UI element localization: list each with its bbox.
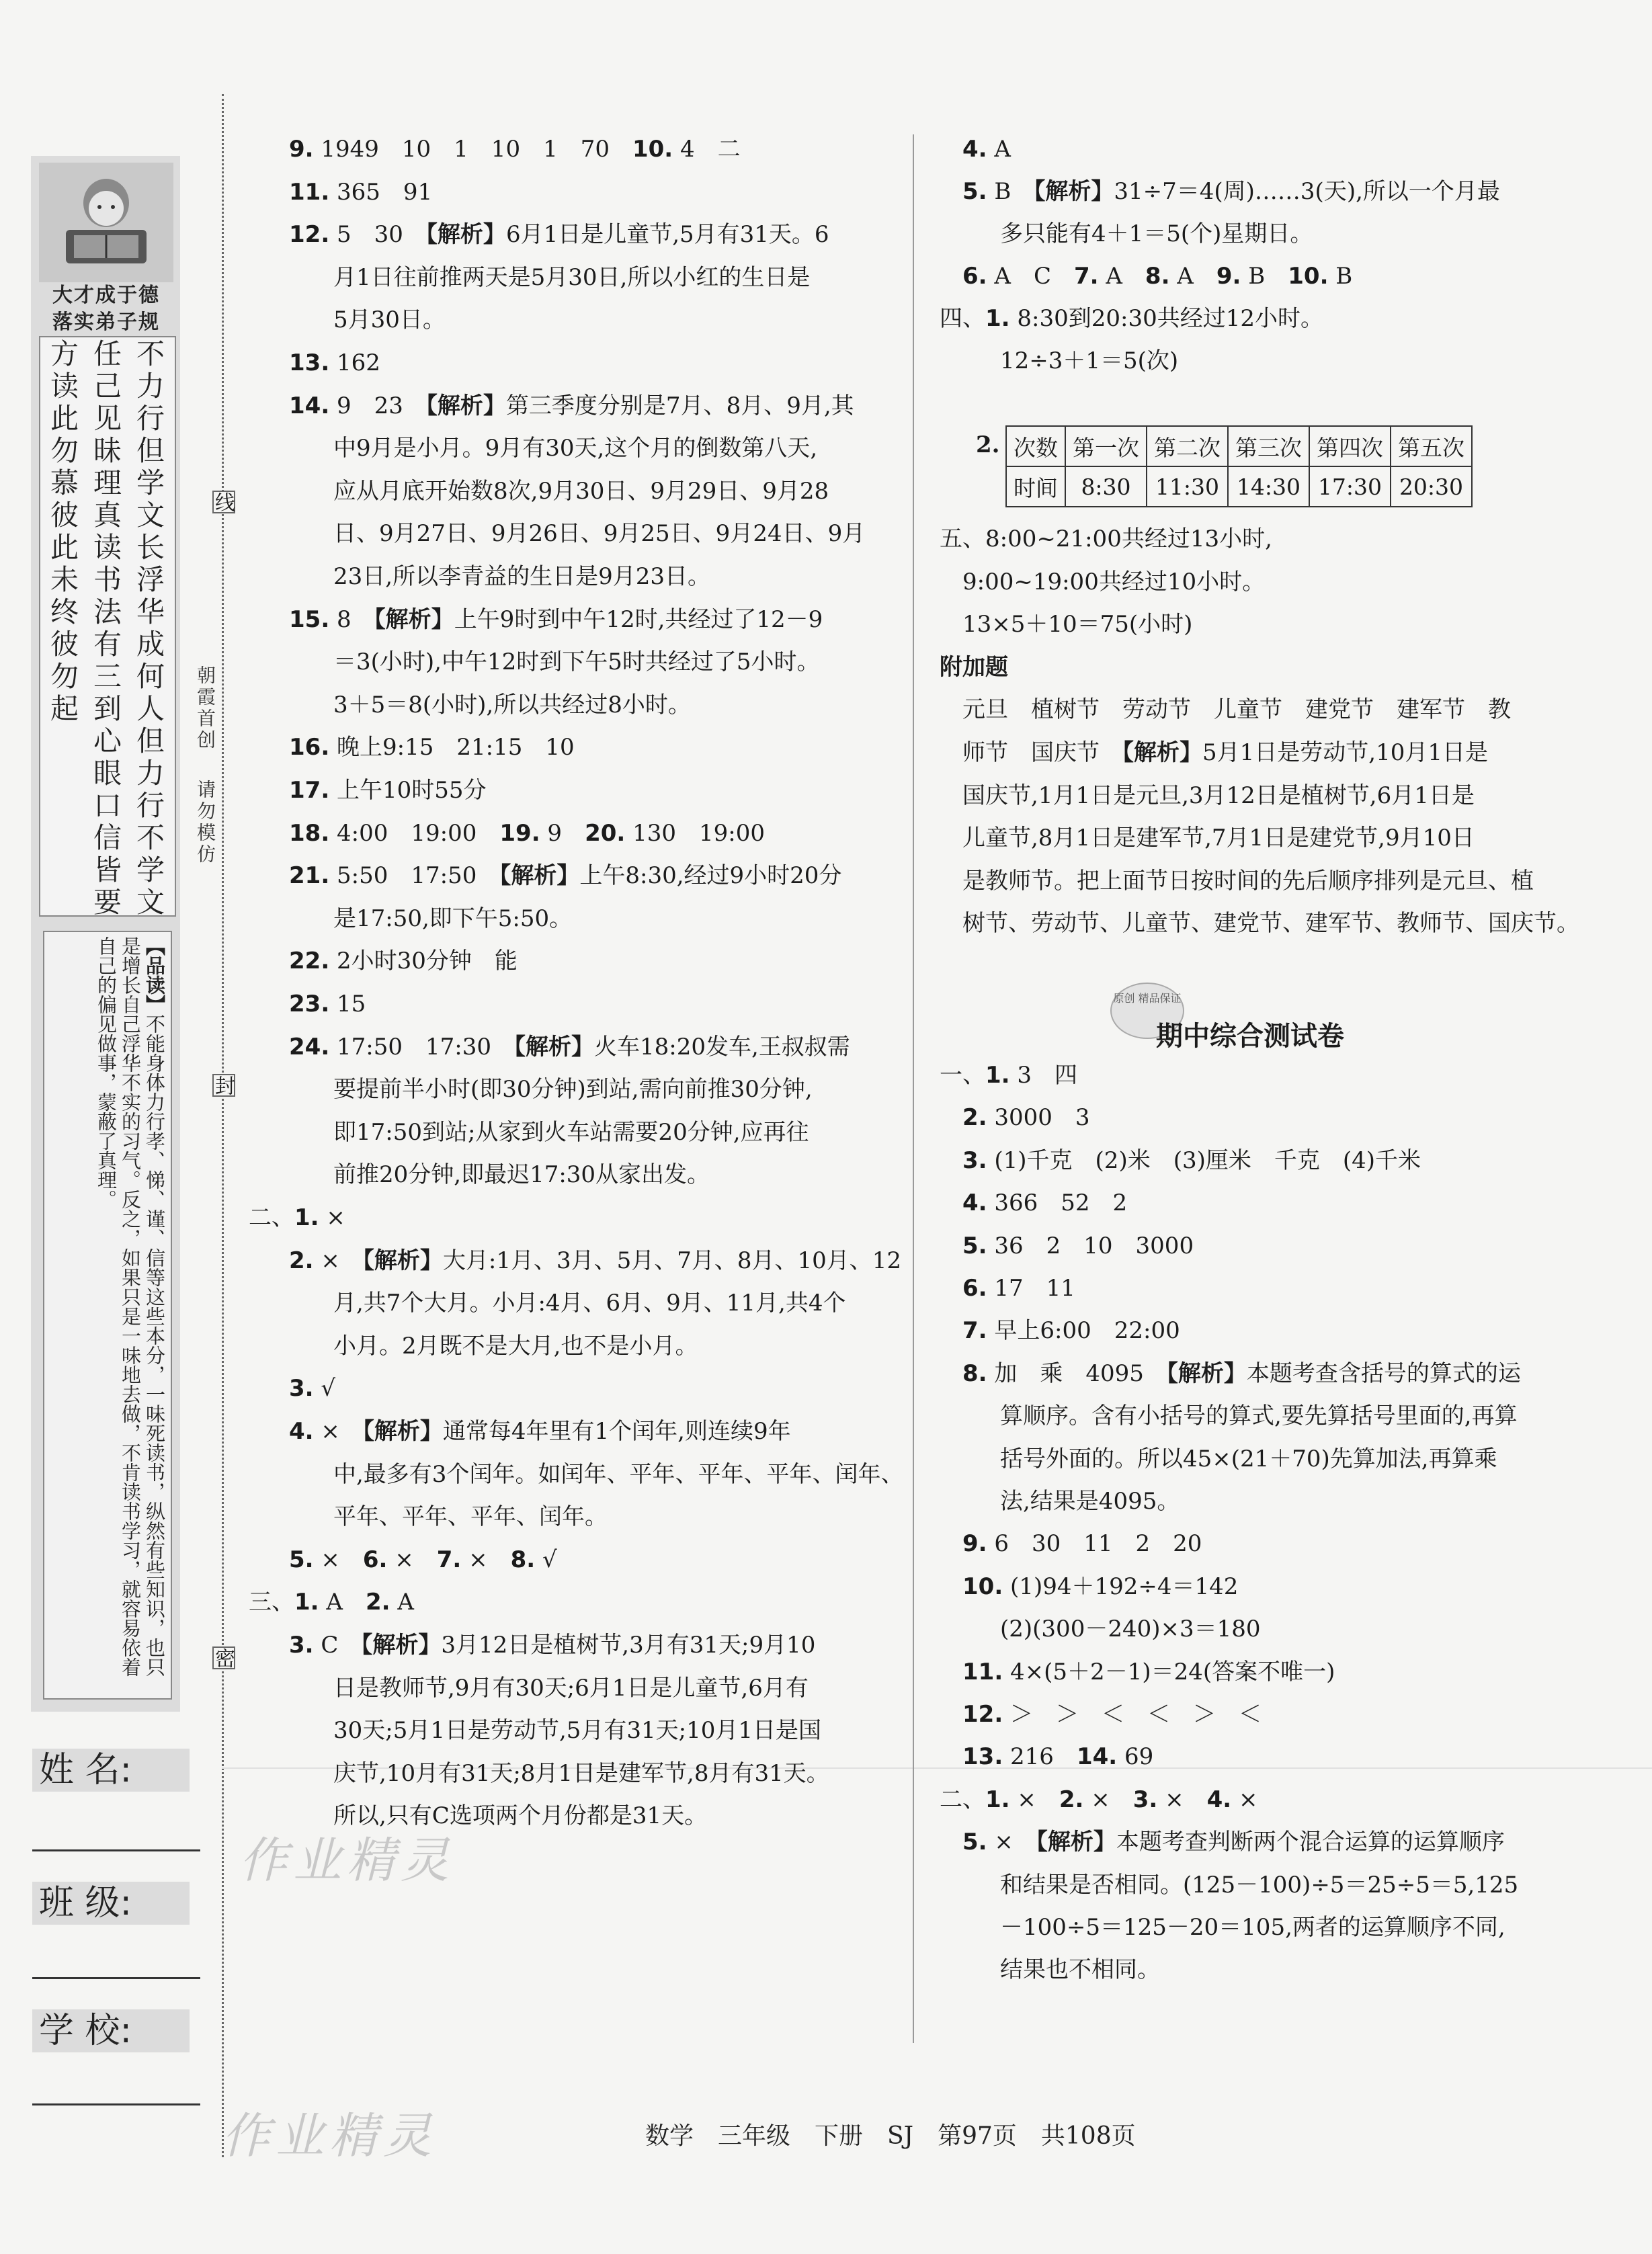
table-row <box>1006 466 1472 507</box>
answer-line: 所以,只有C选项两个月份都是31天。 <box>333 1802 708 1830</box>
answer-line: 即17:50到站;从家到火车站需要20分钟,应再往 <box>333 1118 809 1146</box>
answer-line: 10. (1)94＋192÷4＝142 <box>962 1573 1239 1600</box>
answer-line: 应从月底开始数8次,9月30日、9月29日、9月28 <box>333 477 829 505</box>
answer-line: 30天;5月1日是劳动节,5月有31天;10月1日是国 <box>333 1717 822 1745</box>
class-field-line <box>32 1977 200 1979</box>
answer-line: 9. 1949 10 1 10 1 70 10. 4 二 <box>289 136 741 163</box>
watermark: 作业精灵 <box>222 2107 438 2164</box>
page-footer: 数学 三年级 下册 SJ 第97页 共108页 <box>645 2122 1136 2150</box>
answer-line: 23. 15 <box>289 991 366 1017</box>
answer-line: 17. 上午10时55分 <box>289 777 487 804</box>
answer-line: ＝3(小时),中午12时到下午5时共经过了5小时。 <box>333 649 820 676</box>
binding-note: 请勿模仿 <box>194 780 216 866</box>
pindu-title: 【品读】 <box>143 936 166 1014</box>
table-question-number: 2. <box>976 431 1000 458</box>
answer-line: 13×5＋10＝75(小时) <box>962 611 1193 638</box>
answer-line: 3. (1)千克 (2)米 (3)厘米 千克 (4)千米 <box>962 1146 1421 1174</box>
answer-line: 5月30日。 <box>333 306 446 334</box>
answer-line: 9. 6 30 11 2 20 <box>962 1530 1202 1558</box>
answer-line: 法,结果是4095。 <box>1000 1488 1180 1515</box>
answer-line: 月1日往前推两天是5月30日,所以小红的生日是 <box>333 263 811 291</box>
table-cell: 8:30 <box>1065 466 1147 507</box>
school-field-label: 学 校: <box>32 2009 190 2052</box>
answer-line: 和结果是否相同。(125－100)÷5＝25÷5＝5,125 <box>1000 1871 1519 1898</box>
name-field-label: 姓 名: <box>32 1749 190 1792</box>
schedule-table <box>1005 425 1473 507</box>
answer-line: 结果也不相同。 <box>1000 1956 1160 1984</box>
school-field-line <box>32 2103 200 2105</box>
answer-line: 五、8:00~21:00共经过13小时, <box>940 526 1272 552</box>
answer-line: 5. × 6. × 7. × 8. √ <box>289 1546 557 1573</box>
answer-line: 二、1. × 2. × 3. × 4. × <box>940 1786 1258 1813</box>
original-quality-seal: 原创 精品保证 <box>1110 983 1184 1039</box>
binding-dotted-line <box>222 94 224 2157</box>
sidebar-slogan <box>34 282 179 336</box>
table-header-cell: 第一次 <box>1065 426 1147 466</box>
cartoon-reader-illustration <box>39 163 173 282</box>
answer-line: 12. 5 30 【解析】6月1日是儿童节,5月有31天。6 <box>289 221 829 249</box>
pindu-box <box>43 931 172 1700</box>
answer-line: 是17:50,即下午5:50。 <box>333 905 573 932</box>
answer-line: 括号外面的。所以45×(21＋70)先算加法,再算乘 <box>1000 1445 1497 1472</box>
answer-line: 12. ＞ ＞ ＜ ＜ ＞ ＜ <box>962 1701 1262 1728</box>
answer-line: 师节 国庆节 【解析】5月1日是劳动节,10月1日是 <box>962 739 1488 766</box>
answer-line: 5. × 【解析】本题考查判断两个混合运算的运算顺序 <box>962 1829 1505 1856</box>
answer-line: 庆节,10月有31天;8月1日是建军节,8月有31天。 <box>333 1759 829 1787</box>
answer-line: 多只能有4＋1＝5(个)星期日。 <box>1000 220 1313 247</box>
answer-line: 11. 365 91 <box>289 178 433 206</box>
answer-line: 儿童节,8月1日是建军节,7月1日是建党节,9月10日 <box>962 825 1475 852</box>
answer-line: 9:00~19:00共经过10小时。 <box>962 568 1266 595</box>
answer-line: 8. 加 乘 4095 【解析】本题考查含括号的算式的运 <box>962 1360 1521 1387</box>
answer-line: 国庆节,1月1日是元旦,3月12日是植树节,6月1日是 <box>962 782 1475 809</box>
binding-mark-seal: 封 <box>211 1075 235 1095</box>
poem-column: 任己见昧理真读书法有三到心眼口信皆要 <box>89 339 122 919</box>
answer-line: 23日,所以李青益的生日是9月23日。 <box>333 563 710 590</box>
answer-line: 21. 5:50 17:50 【解析】上午8:30,经过9小时20分 <box>289 862 842 890</box>
answer-line: (2)(300－240)×3＝180 <box>1000 1616 1261 1643</box>
table-cell: 时间 <box>1006 466 1065 507</box>
table-header-cell: 第三次 <box>1228 426 1309 466</box>
answer-line: 14. 9 23 【解析】第三季度分别是7月、8月、9月,其 <box>289 392 854 419</box>
table-cell: 20:30 <box>1391 466 1472 507</box>
binding-note: 朝霞首创 <box>194 665 216 751</box>
slogan-line: 大才成于德 <box>52 284 160 307</box>
answer-line: 4. × 【解析】通常每4年里有1个闰年,则连续9年 <box>289 1418 791 1445</box>
answer-line: 是教师节。把上面节日按时间的先后顺序排列是元旦、植 <box>962 867 1534 894</box>
answer-line: 16. 晚上9:15 21:15 10 <box>289 734 575 761</box>
answer-line: 算顺序。含有小括号的算式,要先算括号里面的,再算 <box>1000 1403 1518 1430</box>
answer-line: 24. 17:50 17:30 【解析】火车18:20发车,王叔叔需 <box>289 1033 850 1060</box>
answer-line: 11. 4×(5＋2－1)＝24(答案不唯一) <box>962 1658 1335 1685</box>
answer-line: 附加题 <box>940 653 1008 681</box>
table-header-row <box>1006 426 1472 466</box>
name-field-line <box>32 1849 200 1851</box>
answer-line: 2. 3000 3 <box>962 1104 1090 1132</box>
answer-line: 日是教师节,9月有30天;6月1日是儿童节,6月有 <box>333 1674 809 1702</box>
answer-line: 小月。2月既不是大月,也不是小月。 <box>333 1332 698 1360</box>
table-header-cell: 第四次 <box>1309 426 1391 466</box>
answer-line: 二、1. × <box>249 1204 345 1231</box>
answer-line: 5. 36 2 10 3000 <box>962 1232 1194 1259</box>
answer-line: 15. 8 【解析】上午9时到中午12时,共经过了12－9 <box>289 606 823 633</box>
table-cell: 17:30 <box>1309 466 1391 507</box>
table-cell: 14:30 <box>1228 466 1309 507</box>
table-header-cell: 次数 <box>1006 426 1065 466</box>
pindu-text <box>94 936 167 1692</box>
answer-line: 22. 2小时30分钟 能 <box>289 948 518 975</box>
pindu-body: 不能身体力行孝、悌、谨、信等这些本分，一味死读书，纵然有些知识，也只是增长自己浮华不实的习气。反之，如果只是一味地去做，不肯读书学习，就容易依着自己的偏见做事，蒙蔽了真理。 <box>95 936 166 1677</box>
answer-line: 18. 4:00 19:00 19. 9 20. 130 19:00 <box>289 819 765 847</box>
answer-line: 12÷3＋1＝5(次) <box>1000 347 1179 374</box>
table-header-cell: 第二次 <box>1147 426 1228 466</box>
answer-line: 4. A <box>962 136 1011 163</box>
answer-line: 13. 162 <box>289 349 380 376</box>
poem-column: 不力行但学文长浮华成何人但力行不学文 <box>132 339 165 919</box>
answer-line: 4. 366 52 2 <box>962 1189 1128 1217</box>
answer-line: 3＋5＝8(小时),所以共经过8小时。 <box>333 691 691 718</box>
answer-line: 3. C 【解析】3月12日是植树节,3月有31天;9月10 <box>289 1632 816 1659</box>
answer-line: 中,最多有3个闰年。如闰年、平年、平年、平年、闰年、 <box>333 1460 904 1488</box>
slogan-line: 落实弟子规 <box>52 310 160 334</box>
midterm-exam-title: 期中综合测试卷 <box>1156 1021 1344 1052</box>
watermark: 作业精灵 <box>239 1832 455 1888</box>
answer-line: 日、9月27日、9月26日、9月25日、9月24日、9月 <box>333 520 866 548</box>
poem-column: 方读此勿慕彼此未终彼勿起 <box>46 339 79 726</box>
binding-mark-line: 线 <box>211 492 235 512</box>
table-header-cell: 第五次 <box>1391 426 1472 466</box>
answer-line: 13. 216 14. 69 <box>962 1743 1154 1771</box>
answer-line: 元旦 植树节 劳动节 儿童节 建党节 建军节 教 <box>962 696 1511 724</box>
answer-line: 树节、劳动节、儿童节、建党节、建军节、教师节、国庆节。 <box>962 910 1579 937</box>
table-cell: 11:30 <box>1147 466 1228 507</box>
answer-line: －100÷5＝125－20＝105,两者的运算顺序不同, <box>1000 1914 1505 1941</box>
answer-line: 前推20分钟,即最迟17:30从家出发。 <box>333 1161 710 1189</box>
answer-line: 6. A C 7. A 8. A 9. B 10. B <box>962 263 1353 290</box>
answer-line: 7. 早上6:00 22:00 <box>962 1317 1180 1345</box>
column-divider <box>913 134 914 2043</box>
answer-line: 一、1. 3 四 <box>940 1062 1078 1089</box>
binding-mark-secret: 密 <box>211 1648 235 1668</box>
answer-line: 中9月是小月。9月有30天,这个月的倒数第八天, <box>333 435 818 462</box>
answer-line: 6. 17 11 <box>962 1275 1075 1302</box>
answer-line: 四、1. 8:30到20:30共经过12小时。 <box>940 305 1323 332</box>
answer-line: 三、1. A 2. A <box>249 1589 414 1616</box>
answer-line: 平年、平年、平年、闰年。 <box>333 1503 608 1531</box>
class-field-label: 班 级: <box>32 1882 190 1925</box>
answer-line: 月,共7个大月。小月:4月、6月、9月、11月,共4个 <box>333 1290 846 1317</box>
answer-line: 5. B 【解析】31÷7＝4(周)……3(天),所以一个月最 <box>962 178 1500 205</box>
answer-line: 3. √ <box>289 1375 336 1403</box>
answer-line: 2. × 【解析】大月:1月、3月、5月、7月、8月、10月、12 <box>289 1247 902 1274</box>
answer-line: 要提前半小时(即30分钟)到站,需向前推30分钟, <box>333 1076 813 1103</box>
